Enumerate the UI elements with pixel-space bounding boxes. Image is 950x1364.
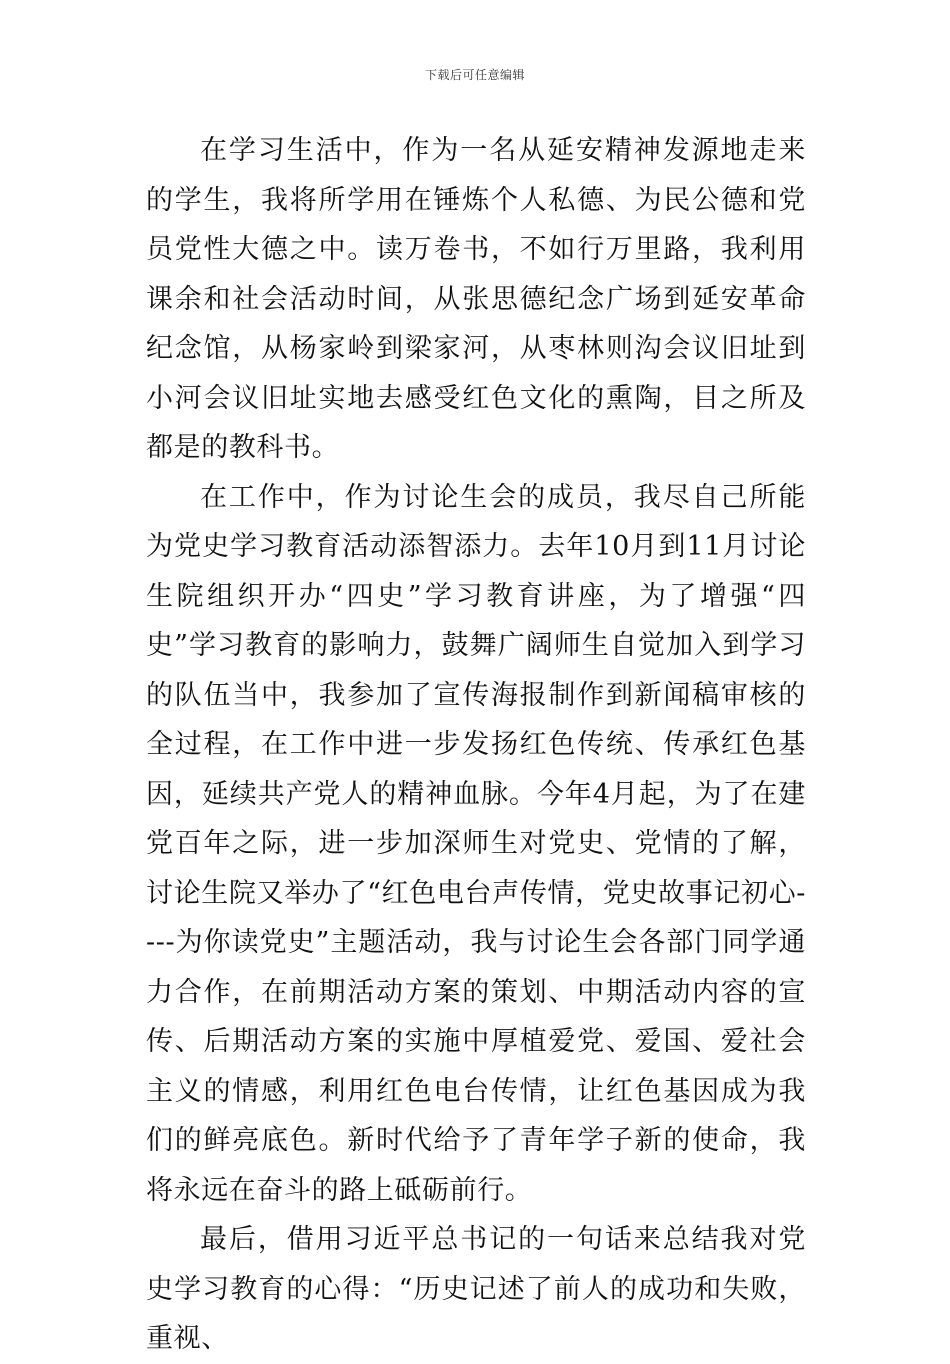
- paragraph-conclusion: 最后，借用习近平总书记的一句话来总结我对党史学习教育的心得：“历史记述了前人的成功和失败，重视、: [146, 1224, 806, 1354]
- paragraph-work: 在工作中，作为讨论生会的成员，我尽自己所能为党史学习教育活动添智添力。去年10月到11月讨论生院组织开办“四史”学习教育讲座，为了增强“四史”学习教育的影响力，鼓舞广阔师生自觉加入到学习的队伍当中，我参加了宣传海报制作到新闻稿审核的全过程，在工作中进一步发扬红色传统、传承红色基因，延续共产党人的精神血脉。今年4月起，为了在建党百年之际，进一步加深师生对党史、党情的了解，讨论生院又举办了“红色电台声传情，党史故事记初心----为你读党史”主题活动，我与讨论生会各部门同学通力合作，在前期活动方案的策划、中期活动内容的宣传、后期活动方案的实施中厚植爱党、爱国、爱社会主义的情感，利用红色电台传情，让红色基因成为我们的鲜亮底色。新时代给予了青年学子新的使命，我将永远在奋斗的路上砥砺前行。: [146, 481, 806, 1206]
- header-note: 下载后可任意编辑: [424, 68, 525, 82]
- body-text: [146, 126, 806, 1364]
- paragraph-study-life: 在学习生活中，作为一名从延安精神发源地走来的学生，我将所学用在锤炼个人私德、为民公德和党员党性大德之中。读万卷书，不如行万里路，我利用课余和社会活动时间，从张思德纪念广场到延安革命纪念馆，从杨家岭到梁家河，从枣林则沟会议旧址到小河会议旧址实地去感受红色文化的熏陶，目之所及都是的教科书。: [146, 135, 806, 463]
